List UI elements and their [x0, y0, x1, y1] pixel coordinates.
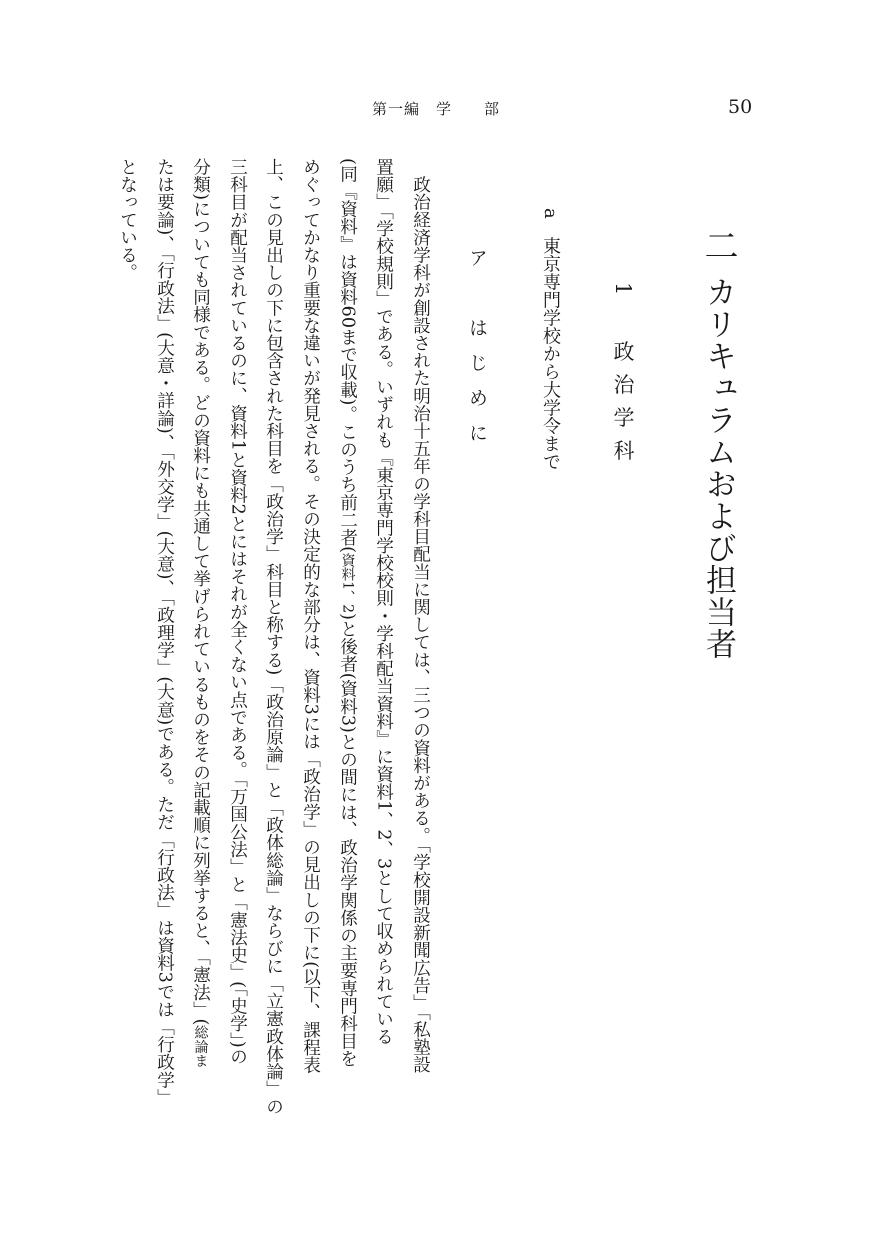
- chapter-title: カリキュラムおよび担当者: [700, 276, 736, 660]
- section-heading: 1 政治学科: [611, 282, 635, 473]
- body-line: 上、この見出しの下に包含された科目を「政治学」科目と称する)「政治原論」と「政体総論」ならびに「立憲政体論」の: [263, 158, 284, 1116]
- item-heading: ア はじめに: [466, 248, 488, 458]
- body-line: 三科目が配当されているのに、資料1と資料2とにはそれが全くない点である。「万国公法」と「憲法史」(「史学」)の: [227, 158, 248, 1066]
- body-line: たは要論)、「行政法」(大意・詳論)、「外交学」(大意)、「政理学」(大意)である。ただ「行政法」は資料3では「行政学」: [154, 158, 175, 1107]
- subsection-heading: a 東京専門学校から大学令まで: [540, 208, 561, 471]
- body-line: めぐってかなり重要な違いが発見される。その決定的な部分は、資料3には「政治学」の見出しの下に(以下、課程表: [300, 158, 321, 1074]
- body-line: 置願」「学校規則」である。いずれも『東京専門学校校則・学科配当資料』に資料1、2、3として収められている: [373, 158, 394, 1046]
- page-number: 50: [728, 96, 753, 118]
- body-line: となっている。: [117, 158, 138, 282]
- running-head: 第一編 学 部: [372, 100, 501, 118]
- body-line: (同『資料』は資料60まで収載)。このうち前二者(資料1、2)と後者(資料3)との間には、政治学関係の主要専門科目を: [337, 158, 358, 1068]
- body-line: 分類)についても同様である。どの資料にも共通して挙げられているものをその記載順に列挙すると、「憲法」(総論ま: [190, 158, 211, 1068]
- body-line: 政治経済学科が創設された明治十五年の学科目配当に関しては、三つの資料がある。「学校開設新聞広告」「私塾設: [410, 158, 431, 1074]
- chapter-number: 二: [698, 228, 738, 262]
